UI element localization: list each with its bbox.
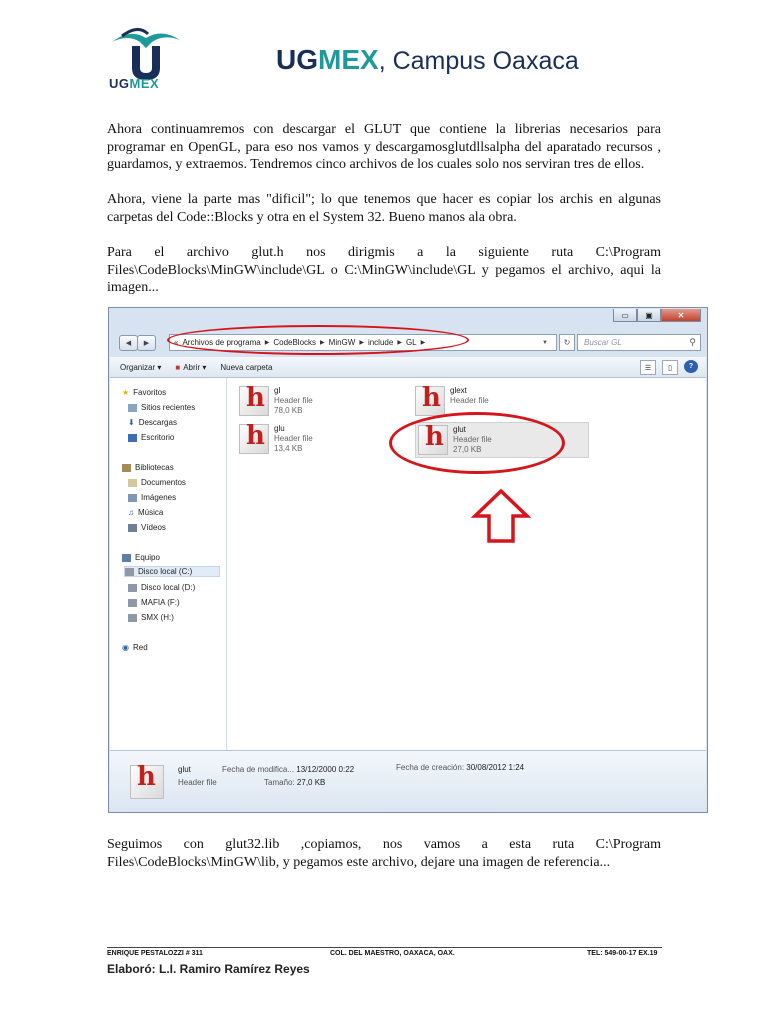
preview-pane-icon[interactable]: ▯ [662, 360, 678, 375]
annotation-ellipse [167, 325, 469, 355]
paragraph-4: Seguimos con glut32.lib ,copiamos, nos vamos a esta ruta C:\Program Files\CodeBlocks\MinGW\lib, y pegamos este archivo, dejare una imagen de referencia... [107, 837, 661, 870]
footer-phone: TEL: 549-00-17 EX.19 [587, 950, 658, 957]
breadcrumb-item[interactable]: MinGW [328, 338, 356, 347]
header-file-icon [239, 386, 269, 416]
details-pane [110, 750, 706, 811]
minimize-button[interactable]: ▭ [613, 309, 637, 322]
breadcrumb-item[interactable]: Archivos de programa [182, 338, 261, 347]
drive-icon [125, 568, 134, 576]
nav-desktop[interactable]: Escritorio [128, 433, 174, 442]
details-size-label: Tamaño: [264, 778, 295, 787]
open-button[interactable]: ■ Abrir ▾ [175, 362, 207, 372]
nav-documents[interactable]: Documentos [128, 478, 186, 487]
nav-favorites[interactable]: ★ Favoritos [122, 388, 167, 397]
chevron-down-icon[interactable]: ▼ [542, 339, 548, 346]
file-item-glut[interactable]: h glut Header file 27,0 KB [415, 422, 589, 458]
details-file-name: glut [178, 765, 191, 774]
documents-icon [128, 479, 137, 487]
nav-smx[interactable]: SMX (H:) [128, 613, 174, 622]
search-icon: ⚲ [689, 337, 696, 347]
close-button[interactable]: ✕ [661, 309, 701, 322]
annotation-circle [389, 412, 565, 474]
open-icon: ■ [175, 362, 181, 372]
maximize-button[interactable]: ▣ [637, 309, 661, 322]
refresh-icon: ↻ [563, 338, 571, 347]
footer-author: Elaboró: L.I. Ramiro Ramírez Reyes [107, 962, 310, 976]
help-icon[interactable]: ? [684, 360, 698, 373]
details-created-label: Fecha de creación: [396, 763, 465, 772]
nav-network[interactable]: ◉ Red [122, 643, 148, 652]
star-icon: ★ [122, 388, 130, 397]
breadcrumb-overflow[interactable]: « [174, 338, 179, 347]
breadcrumb-item[interactable]: CodeBlocks [273, 338, 317, 347]
forward-button[interactable] [137, 335, 156, 351]
header-file-icon [239, 424, 269, 454]
nav-downloads[interactable]: ⬇ Descargas [128, 418, 177, 427]
file-list [227, 378, 706, 752]
details-modified-value: 13/12/2000 0:22 [296, 765, 355, 774]
nav-recent-places[interactable]: Sitios recientes [128, 403, 195, 412]
new-folder-button[interactable]: Nueva carpeta [220, 362, 273, 372]
recent-places-icon [128, 404, 137, 412]
paragraph-1: Ahora continuamremos con descargar el GLUT que contiene la librerias necesarios para programar en OpenGL, para eso nos vamos y descargamosglutdllsalpha del aparatado recursos , guardamos, y extraemos. Tendremos cinco archivos de los cuales solo nos serviran tres de ellos. [107, 122, 661, 172]
file-item-glu[interactable]: h glu Header file 13,4 KB [239, 424, 313, 454]
drive-icon [128, 584, 137, 592]
desktop-icon [128, 434, 137, 442]
details-modified-label: Fecha de modifica... [222, 765, 295, 774]
breadcrumb-item[interactable]: GL [405, 338, 417, 347]
paragraph-2: Ahora, viene la parte mas "dificil"; lo que tenemos que hacer es copiar los archis en algunas carpetas del Code::Blocks y otra en el System 32. Bueno manos ala obra. [107, 192, 661, 225]
breadcrumb-item[interactable]: include [367, 338, 394, 347]
images-icon [128, 494, 137, 502]
drive-icon [128, 599, 137, 607]
view-options-icon[interactable]: ☰ [640, 360, 656, 375]
file-item-glext[interactable]: h glext Header file [415, 386, 489, 416]
header-file-icon [130, 765, 164, 799]
music-icon: ♫ [128, 508, 134, 517]
back-arrow-icon: ◀ [125, 340, 132, 347]
nav-disk-d[interactable]: Disco local (D:) [128, 583, 195, 592]
brand-title: UGMEX, Campus Oaxaca [276, 44, 579, 75]
computer-icon [122, 554, 131, 562]
videos-icon [128, 524, 137, 532]
window-controls [613, 309, 701, 322]
nav-disk-c[interactable]: Disco local (C:) [124, 566, 220, 577]
refresh-button[interactable] [559, 334, 575, 351]
nav-images[interactable]: Imágenes [128, 493, 176, 502]
nav-libraries[interactable]: Bibliotecas [122, 463, 174, 472]
footer-colony: COL. DEL MAESTRO, OAXACA, OAX. [330, 950, 455, 957]
nav-videos[interactable]: Vídeos [128, 523, 166, 532]
explorer-window [108, 307, 708, 813]
download-icon: ⬇ [128, 418, 135, 427]
footer-divider [107, 947, 662, 948]
header-file-icon [415, 386, 445, 416]
details-size-value: 27,0 KB [296, 778, 326, 787]
logo-text: UGMEX [109, 76, 160, 91]
network-icon: ◉ [122, 643, 129, 652]
address-bar[interactable]: « Archivos de programa ▶ CodeBlocks ▶ MinGW ▶ include ▶ GL ▶ ▼ [169, 334, 557, 351]
details-file-type: Header file [178, 778, 217, 787]
forward-arrow-icon: ▶ [143, 340, 150, 347]
paragraph-3: Para el archivo glut.h nos dirigmis a la siguiente ruta C:\Program Files\CodeBlocks\MinGW\include\GL o C:\MinGW\include\GL y pegamos el archivo, aqui la imagen... [107, 245, 661, 295]
footer-address: ENRIQUE PESTALOZZI # 311 [107, 950, 203, 957]
nav-music[interactable]: ♫ Música [128, 508, 164, 517]
details-created-value: 30/08/2012 1:24 [466, 763, 525, 772]
search-input[interactable]: Buscar GL ⚲ [577, 334, 701, 351]
file-item-gl[interactable]: h gl Header file 78,0 KB [239, 386, 313, 416]
organize-button[interactable]: Organizar ▾ [120, 362, 162, 372]
nav-computer[interactable]: Equipo [122, 553, 160, 562]
libraries-icon [122, 464, 131, 472]
back-button[interactable] [119, 335, 138, 351]
drive-icon [128, 614, 137, 622]
command-bar [110, 357, 706, 378]
up-arrow-icon [471, 488, 531, 544]
navigation-pane [110, 378, 227, 752]
nav-mafia[interactable]: MAFIA (F:) [128, 598, 180, 607]
